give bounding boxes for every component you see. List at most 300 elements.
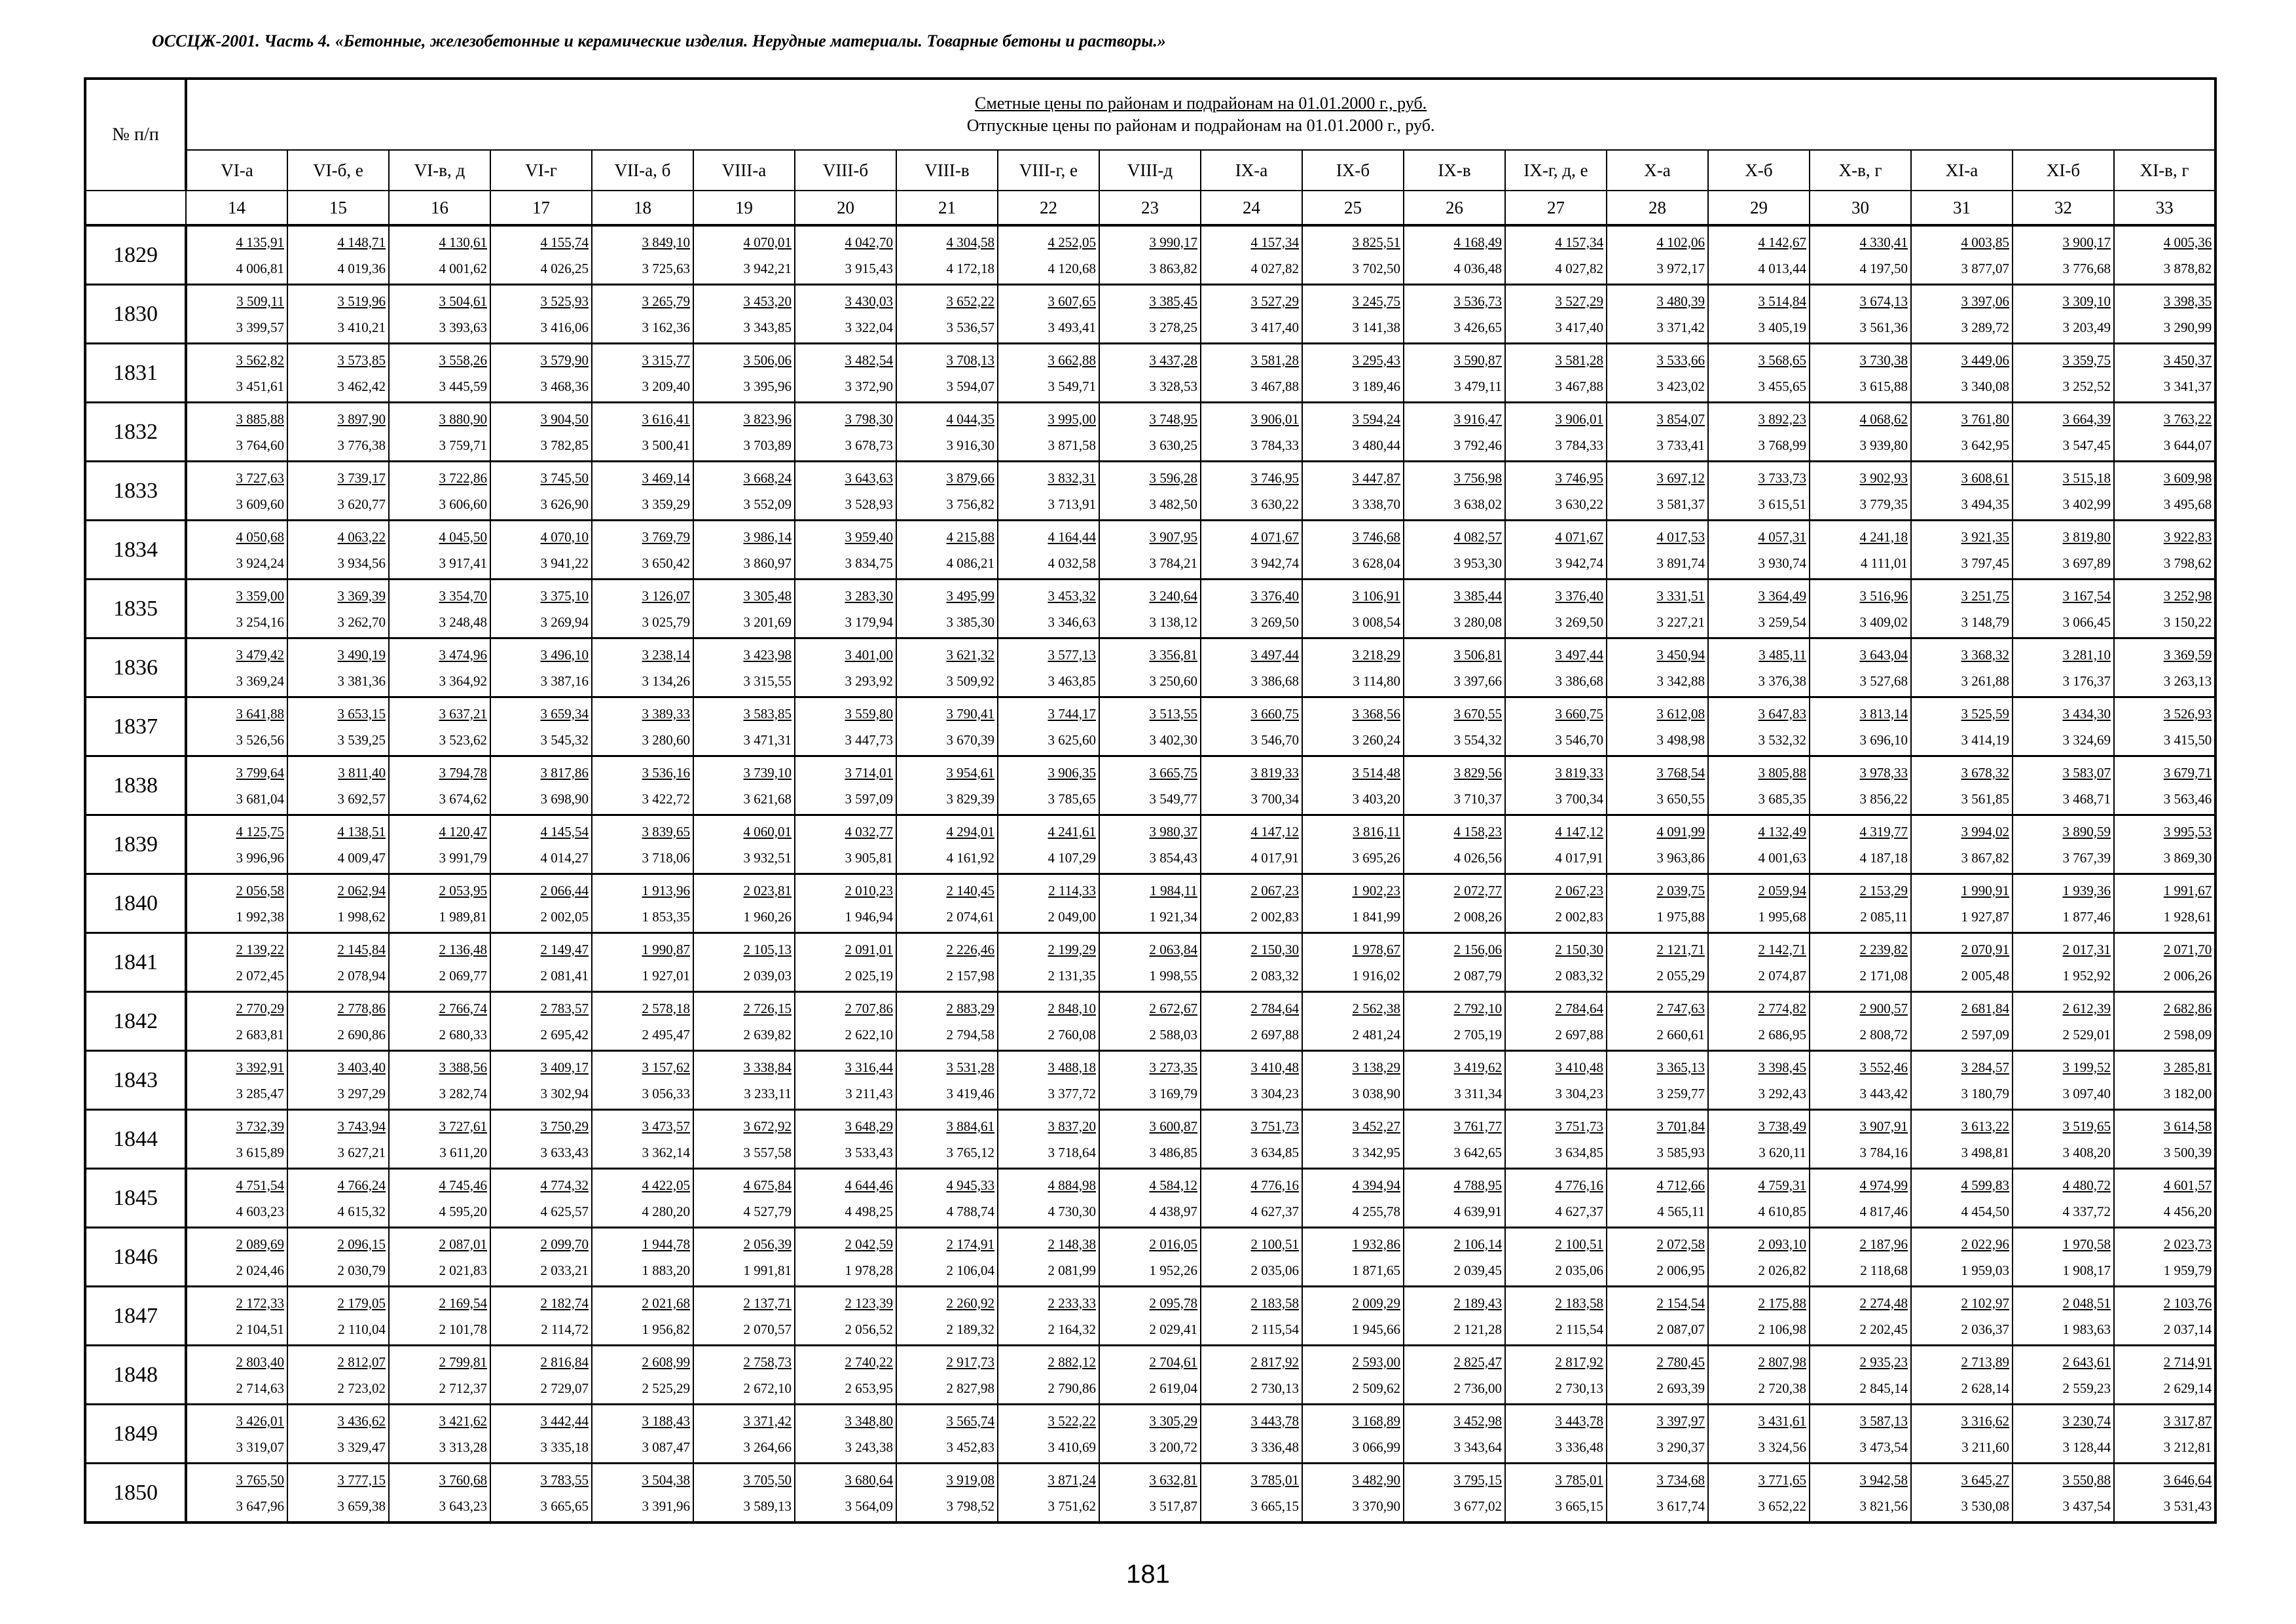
estimated-price: 4 148,71 <box>337 234 386 250</box>
estimated-price: 3 562,82 <box>236 352 284 368</box>
release-price: 3 066,45 <box>2062 614 2111 630</box>
estimated-price: 2 740,22 <box>845 1354 893 1370</box>
release-price: 2 202,45 <box>1859 1321 1908 1337</box>
release-price: 2 619,04 <box>1149 1380 1197 1396</box>
release-price: 4 172,18 <box>946 260 994 276</box>
release-price: 2 121,28 <box>1453 1321 1502 1337</box>
price-cell <box>1911 285 2013 344</box>
price-cell <box>1708 1464 1810 1523</box>
price-cell <box>1201 344 1302 403</box>
price-cell <box>998 521 1099 580</box>
release-price: 3 233,11 <box>744 1085 792 1101</box>
price-cell <box>287 580 389 638</box>
estimated-price: 3 854,07 <box>1656 411 1705 427</box>
estimated-price: 3 442,44 <box>540 1412 589 1429</box>
release-price: 1 927,87 <box>1961 908 2009 925</box>
estimated-price: 3 763,22 <box>2163 411 2212 427</box>
price-cell <box>1708 933 1810 992</box>
release-price: 3 426,65 <box>1453 319 1502 335</box>
price-cell <box>1708 756 1810 815</box>
price-cell <box>896 225 998 285</box>
estimated-price: 2 105,13 <box>743 941 792 957</box>
release-price: 3 324,56 <box>1758 1439 1806 1455</box>
price-cell <box>1708 1051 1810 1110</box>
district-header: XI-в, г <box>2114 150 2215 191</box>
price-cell <box>1302 1464 1404 1523</box>
release-price: 1 978,28 <box>845 1262 893 1278</box>
price-cell <box>1708 815 1810 874</box>
estimated-price: 2 199,29 <box>1048 941 1096 957</box>
price-cell <box>1099 225 1201 285</box>
estimated-price: 2 123,39 <box>845 1295 893 1311</box>
release-price: 2 686,95 <box>1758 1026 1806 1043</box>
estimated-price: 2 578,18 <box>642 1000 690 1016</box>
estimated-price: 3 765,50 <box>236 1471 284 1488</box>
release-price: 3 526,56 <box>236 731 284 748</box>
price-cell <box>287 403 389 462</box>
release-price: 3 776,38 <box>337 437 386 453</box>
price-cell <box>1302 225 1404 285</box>
price-cell <box>2013 638 2114 697</box>
release-price: 3 527,68 <box>1859 673 1908 689</box>
price-cell <box>693 1051 795 1110</box>
release-price: 3 264,66 <box>743 1439 792 1455</box>
release-price: 3 148,79 <box>1961 614 2009 630</box>
estimated-price: 2 114,33 <box>1048 882 1096 898</box>
release-price: 2 056,52 <box>845 1321 893 1337</box>
release-price: 3 547,45 <box>2062 437 2111 453</box>
price-cell <box>998 580 1099 638</box>
estimated-price: 2 136,48 <box>439 941 487 957</box>
price-cell <box>490 1169 592 1228</box>
row-number: 1836 <box>85 638 186 697</box>
price-cell <box>1607 1228 1708 1287</box>
price-cell <box>186 933 287 992</box>
table-row <box>85 1346 2215 1405</box>
release-price: 2 660,61 <box>1656 1026 1705 1043</box>
price-cell <box>389 1051 490 1110</box>
release-price: 1 945,66 <box>1352 1321 1400 1337</box>
price-cell <box>2013 815 2114 874</box>
price-cell <box>1099 462 1201 521</box>
release-price: 2 118,68 <box>1860 1262 1908 1278</box>
release-price: 3 609,60 <box>236 496 284 512</box>
estimated-price: 3 516,96 <box>1859 587 1908 604</box>
release-price: 3 552,09 <box>743 496 792 512</box>
table-row <box>85 1051 2215 1110</box>
release-price: 3 764,60 <box>236 437 284 453</box>
release-price: 3 486,85 <box>1149 1144 1197 1160</box>
price-cell <box>287 1228 389 1287</box>
release-price: 3 371,42 <box>1656 319 1705 335</box>
price-cell <box>389 1346 490 1405</box>
release-price: 4 197,50 <box>1859 260 1908 276</box>
estimated-price: 3 942,58 <box>1859 1471 1908 1488</box>
estimated-price: 3 371,42 <box>743 1412 792 1429</box>
release-price: 3 557,58 <box>743 1144 792 1160</box>
row-number: 1829 <box>85 225 186 285</box>
price-cell <box>1607 1169 1708 1228</box>
district-header-row <box>85 150 2215 191</box>
release-price: 2 006,26 <box>2163 967 2212 984</box>
release-price: 3 784,33 <box>1250 437 1299 453</box>
estimated-price: 3 641,88 <box>236 705 284 722</box>
release-price: 2 672,10 <box>743 1380 792 1396</box>
release-price: 4 027,82 <box>1250 260 1299 276</box>
price-cell <box>2013 1110 2114 1169</box>
estimated-price: 3 285,81 <box>2163 1059 2212 1075</box>
price-cell <box>1302 1228 1404 1287</box>
price-cell <box>186 462 287 521</box>
release-price: 3 991,79 <box>439 849 487 866</box>
price-cell <box>693 521 795 580</box>
release-price: 3 250,60 <box>1149 673 1197 689</box>
price-cell <box>795 580 896 638</box>
price-cell <box>1404 521 1505 580</box>
estimated-price: 3 880,90 <box>439 411 487 427</box>
estimated-price: 3 879,66 <box>946 470 994 486</box>
estimated-price: 2 140,45 <box>946 882 994 898</box>
estimated-price: 3 600,87 <box>1149 1118 1197 1134</box>
release-price: 3 471,31 <box>743 731 792 748</box>
price-cell <box>1302 1169 1404 1228</box>
price-cell <box>795 403 896 462</box>
estimated-price: 2 778,86 <box>337 1000 386 1016</box>
estimated-price: 3 986,14 <box>743 528 792 545</box>
estimated-price: 4 082,57 <box>1453 528 1502 545</box>
price-cell <box>1607 992 1708 1051</box>
price-cell <box>592 697 693 756</box>
estimated-price: 3 385,45 <box>1149 293 1197 309</box>
price-cell <box>2114 344 2215 403</box>
price-cell <box>490 992 592 1051</box>
estimated-price: 3 727,61 <box>439 1118 487 1134</box>
release-price: 1 956,82 <box>642 1321 690 1337</box>
price-cell <box>1099 344 1201 403</box>
release-price: 3 260,24 <box>1352 731 1400 748</box>
price-cell <box>287 1051 389 1110</box>
release-price: 2 087,79 <box>1453 967 1502 984</box>
price-cell <box>1505 1051 1607 1110</box>
release-price: 3 128,44 <box>2062 1439 2111 1455</box>
price-cell <box>1404 580 1505 638</box>
estimated-price: 3 497,44 <box>1250 646 1299 663</box>
release-price: 3 410,69 <box>1048 1439 1096 1455</box>
price-cell <box>693 874 795 933</box>
release-price: 3 581,37 <box>1656 496 1705 512</box>
estimated-price: 4 003,85 <box>1961 234 2009 250</box>
estimated-price: 3 680,64 <box>845 1471 893 1488</box>
price-cell <box>186 1464 287 1523</box>
release-price: 3 498,81 <box>1961 1144 2009 1160</box>
price-cell <box>1607 1110 1708 1169</box>
price-cell <box>1099 1464 1201 1523</box>
price-cell <box>998 344 1099 403</box>
release-price: 1 960,26 <box>743 908 792 925</box>
estimated-price: 1 913,96 <box>642 882 690 898</box>
release-price: 1 983,63 <box>2062 1321 2111 1337</box>
estimated-price: 2 172,33 <box>236 1295 284 1311</box>
release-price: 4 013,44 <box>1758 260 1806 276</box>
estimated-price: 3 739,17 <box>337 470 386 486</box>
estimated-price: 2 091,01 <box>845 941 893 957</box>
super-header-line1: Сметные цены по районам и подрайонам на 01.01.2000 г., руб. <box>975 94 1427 113</box>
release-price: 3 733,41 <box>1656 437 1705 453</box>
estimated-price: 3 798,30 <box>845 411 893 427</box>
release-price: 3 482,50 <box>1149 496 1197 512</box>
price-cell <box>2114 1169 2215 1228</box>
release-price: 3 297,29 <box>337 1085 386 1101</box>
estimated-price: 3 388,56 <box>439 1059 487 1075</box>
estimated-price: 4 675,84 <box>743 1177 792 1193</box>
release-price: 2 559,23 <box>2062 1380 2111 1396</box>
release-price: 3 554,32 <box>1453 731 1502 748</box>
price-cell <box>1302 1405 1404 1464</box>
column-number: 23 <box>1099 191 1201 225</box>
row-number: 1832 <box>85 403 186 462</box>
price-cell <box>1911 225 2013 285</box>
release-price: 3 397,66 <box>1453 673 1502 689</box>
table-row <box>85 285 2215 344</box>
price-cell <box>389 285 490 344</box>
release-price: 3 445,59 <box>439 378 487 394</box>
release-price: 3 335,18 <box>540 1439 589 1455</box>
estimated-price: 2 681,84 <box>1961 1000 2009 1016</box>
estimated-price: 3 525,93 <box>540 293 589 309</box>
release-price: 3 285,47 <box>236 1085 284 1101</box>
release-price: 3 200,72 <box>1149 1439 1197 1455</box>
release-price: 2 653,95 <box>845 1380 893 1396</box>
price-cell <box>1505 1228 1607 1287</box>
estimated-price: 1 970,58 <box>2062 1236 2111 1252</box>
price-cell <box>896 756 998 815</box>
price-cell <box>1404 1287 1505 1346</box>
release-price: 3 364,92 <box>439 673 487 689</box>
estimated-price: 3 662,88 <box>1048 352 1096 368</box>
price-cell <box>1099 1110 1201 1169</box>
estimated-price: 2 103,76 <box>2163 1295 2212 1311</box>
price-cell <box>287 874 389 933</box>
price-cell <box>2013 874 2114 933</box>
price-cell <box>1505 1346 1607 1405</box>
release-price: 3 410,21 <box>337 319 386 335</box>
release-price: 3 878,82 <box>2163 260 2212 276</box>
release-price: 2 025,19 <box>845 967 893 984</box>
release-price: 3 611,20 <box>439 1144 487 1160</box>
price-cell <box>896 1287 998 1346</box>
price-cell <box>287 285 389 344</box>
release-price: 3 972,17 <box>1656 260 1705 276</box>
price-cell <box>1708 1346 1810 1405</box>
release-price: 3 087,47 <box>642 1439 690 1455</box>
estimated-price: 3 906,35 <box>1048 764 1096 781</box>
column-number: 17 <box>490 191 592 225</box>
estimated-price: 2 816,84 <box>540 1354 589 1370</box>
price-cell <box>592 992 693 1051</box>
estimated-price: 3 573,85 <box>337 352 386 368</box>
price-cell <box>693 1287 795 1346</box>
price-cell <box>2114 462 2215 521</box>
release-price: 1 883,20 <box>642 1262 690 1278</box>
release-price: 3 493,41 <box>1048 319 1096 335</box>
price-cell <box>592 1169 693 1228</box>
release-price: 3 437,54 <box>2062 1498 2111 1514</box>
estimated-price: 4 060,01 <box>743 823 792 840</box>
price-cell <box>287 815 389 874</box>
price-cell <box>1810 462 1911 521</box>
release-price: 4 006,81 <box>236 260 284 276</box>
release-price: 3 304,23 <box>1250 1085 1299 1101</box>
release-price: 2 171,08 <box>1859 967 1908 984</box>
estimated-price: 3 885,88 <box>236 411 284 427</box>
price-cell <box>2013 344 2114 403</box>
price-cell <box>2114 1464 2215 1523</box>
estimated-price: 3 581,28 <box>1250 352 1299 368</box>
release-price: 3 313,28 <box>439 1439 487 1455</box>
price-cell <box>592 225 693 285</box>
price-cell <box>1302 1110 1404 1169</box>
price-cell <box>186 1110 287 1169</box>
release-price: 2 622,10 <box>845 1026 893 1043</box>
release-price: 3 713,91 <box>1048 496 1096 512</box>
release-price: 3 782,85 <box>540 437 589 453</box>
price-cell <box>1404 756 1505 815</box>
np-blank-cell <box>85 191 186 225</box>
estimated-price: 2 233,33 <box>1048 1295 1096 1311</box>
price-cell <box>2013 462 2114 521</box>
release-price: 4 610,85 <box>1758 1203 1806 1219</box>
price-cell <box>1201 1464 1302 1523</box>
estimated-price: 3 309,10 <box>2062 293 2111 309</box>
estimated-price: 2 137,71 <box>743 1295 792 1311</box>
price-cell <box>2114 638 2215 697</box>
price-cell <box>1607 521 1708 580</box>
release-price: 2 024,46 <box>236 1262 284 1278</box>
price-cell <box>1607 697 1708 756</box>
estimated-price: 3 733,73 <box>1758 470 1806 486</box>
release-price: 4 001,63 <box>1758 849 1806 866</box>
price-cell <box>1099 403 1201 462</box>
column-number: 30 <box>1810 191 1911 225</box>
release-price: 3 179,94 <box>845 614 893 630</box>
estimated-price: 3 665,75 <box>1149 764 1197 781</box>
column-number: 28 <box>1607 191 1708 225</box>
estimated-price: 2 048,51 <box>2062 1295 2111 1311</box>
estimated-price: 3 506,81 <box>1453 646 1502 663</box>
estimated-price: 2 274,48 <box>1859 1295 1908 1311</box>
estimated-price: 4 032,77 <box>845 823 893 840</box>
release-price: 3 008,54 <box>1352 614 1400 630</box>
estimated-price: 3 514,84 <box>1758 293 1806 309</box>
price-cell <box>2114 225 2215 285</box>
column-number: 14 <box>186 191 287 225</box>
estimated-price: 3 453,32 <box>1048 587 1096 604</box>
district-header: VII-а, б <box>592 150 693 191</box>
table-row <box>85 874 2215 933</box>
price-cell <box>896 874 998 933</box>
estimated-price: 2 150,30 <box>1250 941 1299 957</box>
price-cell <box>1505 697 1607 756</box>
price-cell <box>693 756 795 815</box>
estimated-price: 3 897,90 <box>337 411 386 427</box>
price-cell <box>1302 933 1404 992</box>
release-price: 3 647,96 <box>236 1498 284 1514</box>
estimated-price: 3 890,59 <box>2062 823 2111 840</box>
estimated-price: 3 670,55 <box>1453 705 1502 722</box>
release-price: 2 081,99 <box>1048 1262 1096 1278</box>
district-header: X-в, г <box>1810 150 1911 191</box>
release-price: 1 995,68 <box>1758 908 1806 925</box>
price-cell <box>693 815 795 874</box>
release-price: 2 110,04 <box>338 1321 386 1337</box>
estimated-price: 3 750,29 <box>540 1118 589 1134</box>
release-price: 1 916,02 <box>1352 967 1400 984</box>
price-cell <box>896 1228 998 1287</box>
price-cell <box>998 462 1099 521</box>
release-price: 3 370,90 <box>1352 1498 1400 1514</box>
price-cell <box>1505 403 1607 462</box>
price-cell <box>490 521 592 580</box>
release-price: 3 792,46 <box>1453 437 1502 453</box>
price-cell <box>592 285 693 344</box>
price-cell <box>389 1110 490 1169</box>
price-cell <box>1302 462 1404 521</box>
estimated-price: 4 422,05 <box>642 1177 690 1193</box>
release-price: 3 302,94 <box>540 1085 589 1101</box>
estimated-price: 3 364,49 <box>1758 587 1806 604</box>
release-price: 3 329,47 <box>337 1439 386 1455</box>
price-cell <box>287 756 389 815</box>
estimated-price: 3 907,91 <box>1859 1118 1908 1134</box>
release-price: 2 070,57 <box>743 1321 792 1337</box>
release-price: 3 212,81 <box>2163 1439 2212 1455</box>
estimated-price: 3 409,17 <box>540 1059 589 1075</box>
release-price: 2 131,35 <box>1048 967 1096 984</box>
estimated-price: 3 410,48 <box>1250 1059 1299 1075</box>
estimated-price: 3 579,90 <box>540 352 589 368</box>
release-price: 2 693,39 <box>1656 1380 1705 1396</box>
release-price: 2 790,86 <box>1048 1380 1096 1396</box>
price-cell <box>1911 1169 2013 1228</box>
price-cell <box>592 1464 693 1523</box>
estimated-price: 3 295,43 <box>1352 352 1400 368</box>
price-cell <box>2013 1169 2114 1228</box>
release-price: 3 784,16 <box>1859 1144 1908 1160</box>
price-cell <box>389 933 490 992</box>
release-price: 2 495,47 <box>642 1026 690 1043</box>
estimated-price: 4 766,24 <box>337 1177 386 1193</box>
release-price: 3 269,94 <box>540 614 589 630</box>
release-price: 2 069,77 <box>439 967 487 984</box>
estimated-price: 3 751,73 <box>1250 1118 1299 1134</box>
estimated-price: 4 157,34 <box>1555 234 1603 250</box>
price-cell <box>1201 1169 1302 1228</box>
np-header: № п/п <box>85 79 186 191</box>
estimated-price: 2 179,05 <box>337 1295 386 1311</box>
estimated-price: 2 174,91 <box>946 1236 994 1252</box>
release-price: 3 700,34 <box>1250 790 1299 807</box>
release-price: 4 625,57 <box>540 1203 589 1219</box>
estimated-price: 2 713,89 <box>1961 1354 2009 1370</box>
release-price: 3 341,37 <box>2163 378 2212 394</box>
price-cell <box>389 225 490 285</box>
estimated-price: 2 062,94 <box>337 882 386 898</box>
release-price: 2 083,32 <box>1555 967 1603 984</box>
estimated-price: 3 990,17 <box>1149 234 1197 250</box>
price-cell <box>1201 1228 1302 1287</box>
estimated-price: 2 189,43 <box>1453 1295 1502 1311</box>
district-header: XI-а <box>1911 150 2013 191</box>
